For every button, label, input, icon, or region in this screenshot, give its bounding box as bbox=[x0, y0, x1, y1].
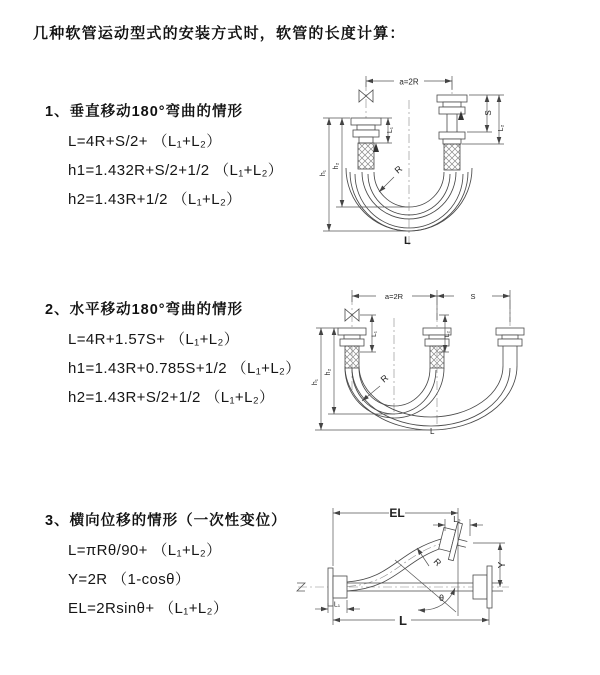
section-vertical-motion bbox=[45, 100, 315, 208]
tilted-flange bbox=[437, 520, 471, 563]
diagram-lateral-s-bend bbox=[293, 498, 600, 663]
formula-el: EL=2Rsinθ+ （L₁+L₂） bbox=[68, 600, 229, 617]
dim-label-l2: L₂ bbox=[498, 124, 505, 132]
dim-label-l: L bbox=[430, 427, 435, 436]
dim-label-l1: L₁ bbox=[371, 331, 378, 337]
right-pipe-fitting bbox=[437, 95, 467, 170]
formula-h1: h1=1.43R+0.785S+1/2 （L₁+L₂） bbox=[68, 360, 301, 377]
dim-label-r: R bbox=[431, 556, 444, 569]
formula-y: Y=2R （1-cosθ） bbox=[68, 571, 191, 588]
dim-label-a2r: a=2R bbox=[384, 292, 404, 301]
dim-label-h1: h₁ bbox=[320, 169, 327, 177]
dim-label-h1: h₁ bbox=[312, 378, 319, 386]
dim-label-s: S bbox=[484, 110, 493, 116]
dim-label-l1: L₁ bbox=[387, 126, 394, 134]
formula-h2: h2=1.43R+S/2+1/2 （L₁+L₂） bbox=[68, 389, 275, 406]
dim-label-theta: θ bbox=[439, 593, 445, 603]
dim-label-r: R bbox=[378, 372, 391, 385]
dim-label-el: EL bbox=[389, 506, 405, 520]
formula-length: L=4R+1.57S+ （L₁+L₂） bbox=[68, 331, 240, 348]
dim-label-s: S bbox=[470, 292, 476, 301]
right-pipe-fitting bbox=[496, 328, 524, 366]
section-lateral-displacement bbox=[45, 509, 315, 617]
dimension-lines bbox=[315, 508, 505, 625]
diagram-horizontal-u-bend bbox=[308, 282, 598, 477]
hose-u-arcs bbox=[345, 366, 517, 430]
left-pipe-fitting bbox=[338, 328, 366, 368]
section-horizontal-motion bbox=[45, 298, 315, 406]
section-1-heading: 1、垂直移动180°弯曲的情形 bbox=[45, 104, 244, 120]
formula-h2: h2=1.43R+1/2 （L₁+L₂） bbox=[68, 191, 242, 208]
dim-label-y: Y bbox=[497, 561, 508, 569]
formula-h1: h1=1.432R+S/2+1/2 （L₁+L₂） bbox=[68, 162, 284, 179]
section-3-heading: 3、横向位移的情形（一次性变位） bbox=[45, 513, 287, 529]
angle-construction bbox=[395, 560, 456, 612]
dimension-lines bbox=[323, 76, 504, 231]
formula-length: L=πRθ/90+ （L₁+L₂） bbox=[68, 542, 222, 559]
dimension-lines bbox=[315, 290, 510, 430]
left-pipe-fitting bbox=[351, 118, 381, 169]
left-flange bbox=[328, 568, 347, 606]
dim-label-l2: L₂ bbox=[453, 515, 461, 524]
section-2-heading: 2、水平移动180°弯曲的情形 bbox=[45, 302, 244, 318]
dim-label-r: R bbox=[392, 163, 405, 176]
page-title: 几种软管运动型式的安装方式时，软管的长度计算： bbox=[33, 25, 406, 42]
dim-label-l: L bbox=[399, 613, 407, 628]
diagram-vertical-u-bend bbox=[308, 68, 598, 268]
dim-label-l: L bbox=[404, 235, 411, 247]
dim-label-a2r: a=2R bbox=[399, 77, 419, 87]
formula-length: L=4R+S/2+ （L₁+L₂） bbox=[68, 133, 222, 150]
dim-label-l2: L₂ bbox=[444, 330, 451, 338]
dim-label-l1: L₁ bbox=[333, 601, 341, 609]
dim-label-h2: h₂ bbox=[333, 162, 340, 170]
dim-label-h2: h₂ bbox=[325, 368, 332, 376]
